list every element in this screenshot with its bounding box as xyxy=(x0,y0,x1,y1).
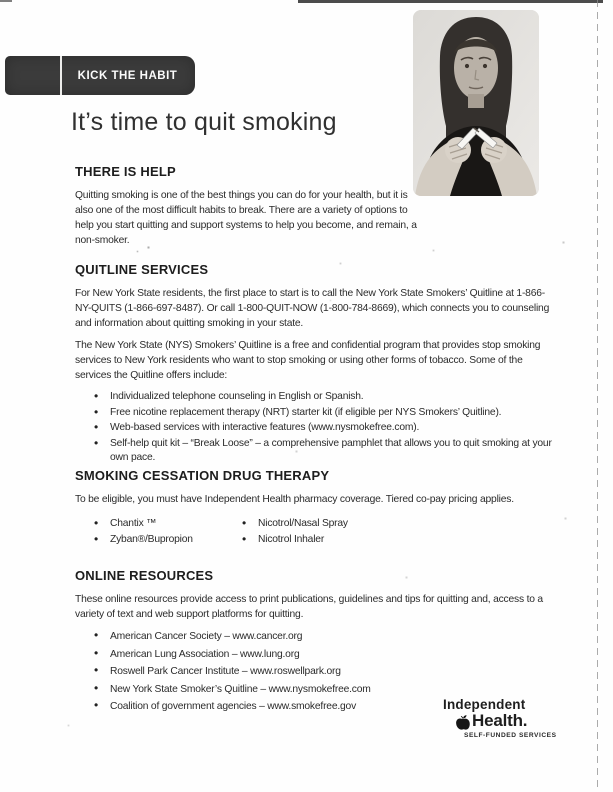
section-paragraph: Quitting smoking is one of the best things you can do for your health, but it is also one of the most difficult habits to break. There are a variety of options to help you start quitting and support systems to help you become, and remain, a non-smoker. xyxy=(75,190,417,246)
list-item: • Web-based services with interactive features (www.nysmokefree.com). xyxy=(75,421,553,436)
section-heading: SMOKING CESSATION DRUG THERAPY xyxy=(75,468,330,483)
list-item: • Chantix ™ xyxy=(75,517,223,532)
section-online-resources xyxy=(75,568,553,717)
logo-text-independent: Independent xyxy=(443,697,526,712)
header-band xyxy=(5,56,195,95)
list-item: • New York State Smoker’s Quitline – www.nysmokefree.com xyxy=(75,682,553,697)
list-item: • American Cancer Society – www.cancer.org xyxy=(75,629,553,644)
scan-artifact-right-line xyxy=(597,0,598,792)
scan-artifact-top-left-mark xyxy=(0,0,12,2)
drug-column-right xyxy=(223,517,348,548)
section-there-is-help xyxy=(75,164,553,255)
scan-artifact-top-line xyxy=(298,0,603,3)
logo-text-health: Health. xyxy=(472,711,528,730)
logo-health-row xyxy=(455,711,557,731)
list-item: • Zyban®/Bupropion xyxy=(75,533,223,548)
section-paragraph: For New York State residents, the first place to start is to call the New York State Smokers’ Quitline at 1-866-NY-QUITS (1-866-697-8487). Or call 1-800-QUIT-NOW (1-800-784-8669), which connects you to counseling and information about quitting smoking in your state. xyxy=(75,288,550,329)
apple-logo-icon xyxy=(455,714,471,731)
section-drug-therapy xyxy=(75,468,553,548)
list-item: • Nicotrol/Nasal Spray xyxy=(223,517,348,532)
list-item: • Coalition of government agencies – www.smokefree.gov xyxy=(75,699,553,714)
list-item: • American Lung Association – www.lung.org xyxy=(75,647,553,662)
drug-two-column-list xyxy=(75,514,553,548)
list-item: • Self-help quit kit – “Break Loose” – a comprehensive pamphlet that allows you to quit smoking at your own pace. xyxy=(75,437,553,466)
list-item: • Individualized telephone counseling in English or Spanish. xyxy=(75,390,553,405)
section-quitline-services xyxy=(75,262,553,467)
independent-health-logo xyxy=(443,698,557,739)
scan-noise-specks xyxy=(0,0,1,1)
page-title: It’s time to quit smoking xyxy=(71,108,337,136)
list-item: • Roswell Park Cancer Institute – www.roswellpark.org xyxy=(75,664,553,679)
section-heading: THERE IS HELP xyxy=(75,164,176,179)
section-paragraph: These online resources provide access to print publications, guidelines and tips for quitting and, access to a variety of text and web support platforms for quitting. xyxy=(75,594,543,620)
section-paragraph: To be eligible, you must have Independent Health pharmacy coverage. Tiered co-pay pricing applies. xyxy=(75,494,514,505)
quitline-bullet-list xyxy=(75,390,553,466)
drug-column-left xyxy=(75,517,223,548)
list-item: • Free nicotine replacement therapy (NRT) starter kit (if eligible per NYS Smokers’ Quitline). xyxy=(75,406,553,421)
section-paragraph: The New York State (NYS) Smokers’ Quitline is a free and confidential program that provides stop smoking services to New York residents who want to stop smoking or using other forms of tobacco. Some of the services the Quitline offers include: xyxy=(75,340,541,381)
header-band-label: KICK THE HABIT xyxy=(77,69,178,82)
list-item: • Nicotrol Inhaler xyxy=(223,533,348,548)
section-heading: ONLINE RESOURCES xyxy=(75,568,214,583)
logo-tagline: SELF-FUNDED SERVICES xyxy=(464,732,557,739)
section-heading: QUITLINE SERVICES xyxy=(75,262,209,277)
